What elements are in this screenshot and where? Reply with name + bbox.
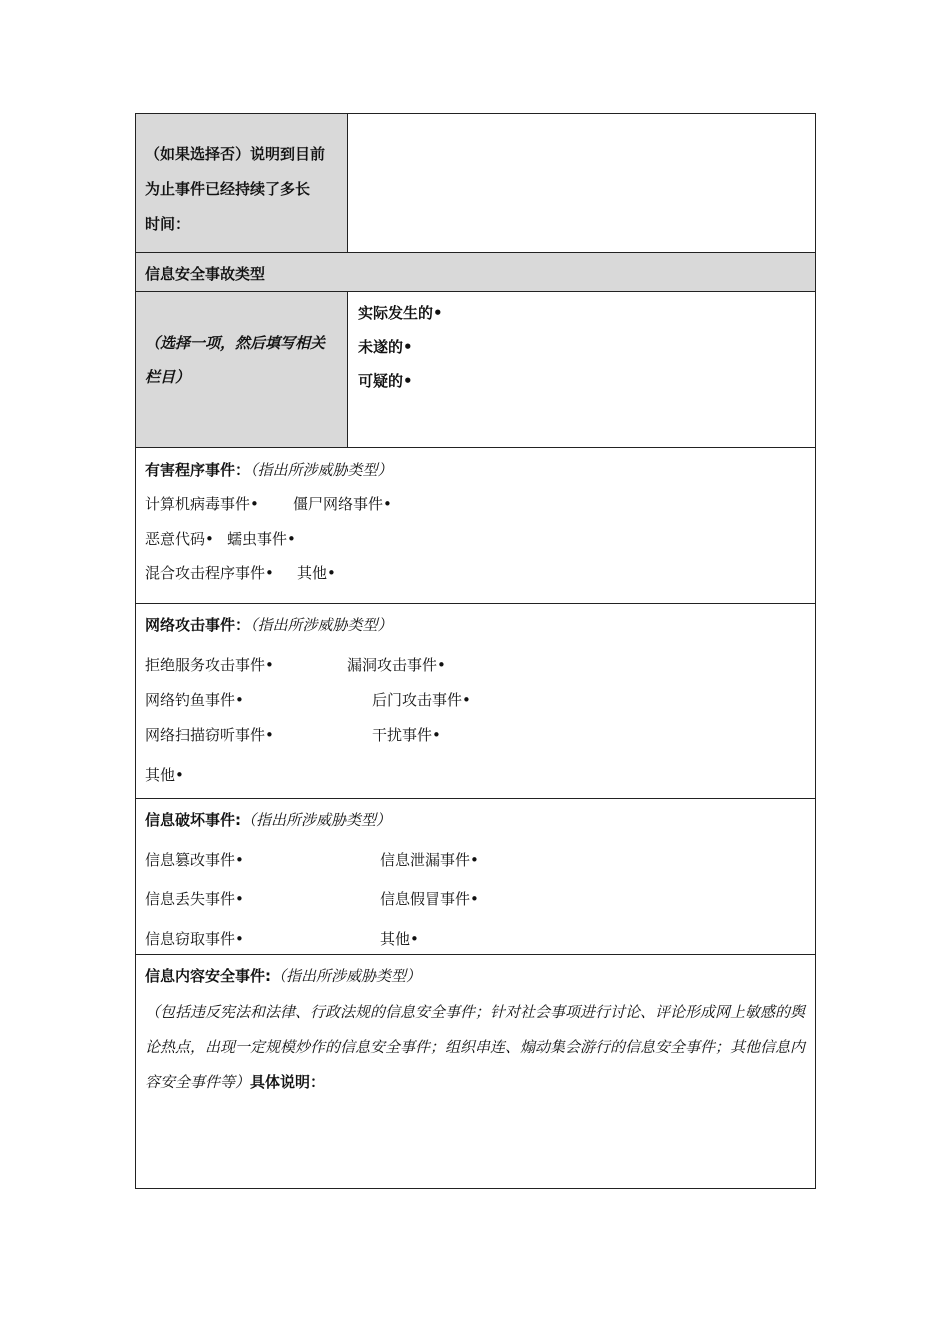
content-security-heading [145, 965, 421, 986]
item-loss[interactable]: 信息丢失事件• [145, 890, 244, 908]
content-security-title: 信息内容安全事件: [145, 967, 271, 985]
duration-label-line-2: 为止事件已经持续了多长 [145, 180, 311, 198]
option-suspected[interactable]: 可疑的• [358, 372, 413, 390]
detail-input-area[interactable] [145, 1100, 805, 1180]
network-attack-heading [145, 614, 393, 635]
info-destruction-heading [145, 809, 391, 830]
duration-label-cell [136, 114, 348, 252]
content-security-section [136, 955, 815, 1188]
item-backdoor[interactable]: 后门攻击事件• [372, 691, 471, 709]
duration-label-line-3: 时间： [145, 215, 191, 233]
harmful-program-title: 有害程序事件： [145, 461, 251, 479]
item-phishing[interactable]: 网络钓鱼事件• [145, 691, 244, 709]
item-worm[interactable]: 蠕虫事件• [227, 530, 296, 548]
incident-type-title: 信息安全事故类型 [145, 265, 266, 283]
detail-label: 具体说明： [250, 1073, 326, 1091]
duration-row [136, 114, 815, 253]
item-impersonation[interactable]: 信息假冒事件• [380, 890, 479, 908]
incident-type-instruction-line-2: 栏目） [145, 368, 191, 386]
network-attack-title: 网络攻击事件： [145, 616, 251, 634]
item-theft[interactable]: 信息窃取事件• [145, 930, 244, 948]
harmful-program-heading [145, 459, 393, 480]
content-security-description-block [145, 995, 810, 1100]
item-malicious-code[interactable]: 恶意代码• [145, 530, 214, 548]
item-botnet[interactable]: 僵尸网络事件• [293, 495, 392, 513]
content-security-description: （包括违反宪法和法律、行政法规的信息安全事件；针对社会事项进行讨论、评论形成网上敏感的舆论热点，出现一定规模炒作的信息安全事件；组织串连、煽动集会游行的信息安全事件；其他信息内容安全事件等） [145, 1003, 806, 1091]
info-destruction-section [136, 799, 815, 955]
item-network-other[interactable]: 其他• [145, 766, 184, 784]
incident-type-options [348, 292, 815, 447]
incident-type-instruction-line-1: （选择一项，然后填写相关 [145, 334, 326, 352]
option-attempted[interactable]: 未遂的• [358, 338, 413, 356]
item-vuln-attack[interactable]: 漏洞攻击事件• [347, 656, 446, 674]
harmful-program-hint: （指出所涉威胁类型） [250, 461, 393, 479]
incident-form-table [135, 113, 816, 1189]
item-scan-sniff[interactable]: 网络扫描窃听事件• [145, 726, 274, 744]
incident-type-header-row [136, 253, 815, 292]
incident-type-instruction-cell [136, 292, 348, 447]
network-attack-hint: （指出所涉威胁类型） [250, 616, 393, 634]
option-actual[interactable]: 实际发生的• [358, 304, 443, 322]
info-destruction-hint: （指出所涉威胁类型） [241, 811, 392, 829]
duration-label-line-1: （如果选择否）说明到目前 [145, 145, 326, 163]
duration-answer-field[interactable] [348, 114, 815, 252]
item-tamper[interactable]: 信息篡改事件• [145, 851, 244, 869]
item-harmful-other[interactable]: 其他• [297, 564, 336, 582]
network-attack-section [136, 604, 815, 799]
item-virus[interactable]: 计算机病毒事件• [145, 495, 259, 513]
item-hybrid-attack[interactable]: 混合攻击程序事件• [145, 564, 274, 582]
harmful-program-section [136, 448, 815, 604]
incident-type-row [136, 292, 815, 448]
info-destruction-title: 信息破坏事件: [145, 811, 241, 829]
content-security-hint: （指出所涉威胁类型） [271, 967, 422, 985]
item-interference[interactable]: 干扰事件• [372, 726, 441, 744]
item-destruction-other[interactable]: 其他• [380, 930, 419, 948]
item-leak[interactable]: 信息泄漏事件• [380, 851, 479, 869]
item-dos[interactable]: 拒绝服务攻击事件• [145, 656, 274, 674]
